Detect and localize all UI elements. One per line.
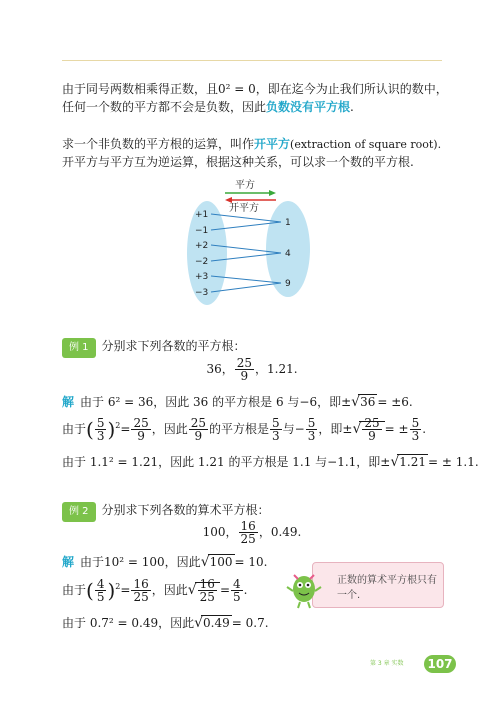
- frac-num: 25: [236, 356, 252, 370]
- num: 16: [133, 577, 149, 591]
- example-2-heading: [62, 501, 270, 522]
- intro-text-2-end: .: [350, 100, 354, 114]
- frac: [189, 417, 208, 442]
- definition-english: (extraction of square root).: [290, 138, 442, 151]
- sqrt-sign: √: [194, 615, 204, 631]
- den: 25: [240, 532, 256, 546]
- solution-text: 由于 6² = 36，因此 36 的平方根是 6 与−6，即±: [80, 395, 352, 409]
- item-1-21: ，1.21.: [255, 362, 298, 376]
- tip-callout: [312, 562, 444, 608]
- top-rule: [62, 60, 442, 61]
- den: 9: [194, 429, 203, 443]
- definition-line-1: [62, 135, 441, 154]
- text: 由于10² = 100，因此: [80, 555, 201, 569]
- sqrt-value: 0.49: [203, 616, 230, 630]
- square-root-mapping-diagram: [185, 175, 325, 305]
- num: 5: [272, 416, 280, 430]
- den: 3: [96, 429, 105, 443]
- text: .: [422, 422, 427, 436]
- text: ，因此: [151, 422, 188, 436]
- chapter-label: 第 3 章 实数: [370, 660, 404, 667]
- eq: =: [120, 583, 131, 597]
- num: 4: [96, 577, 105, 591]
- paren: ): [107, 417, 116, 442]
- example-2-solution-1: [62, 553, 267, 571]
- left-number: +3: [195, 272, 209, 282]
- arrow-root-label: 开平方: [229, 203, 259, 214]
- num: 25: [364, 416, 380, 430]
- sqrt-value: 1.21: [399, 455, 427, 469]
- text: ，即±: [318, 422, 353, 436]
- item-36: 36，: [206, 362, 234, 376]
- den: 5: [96, 590, 105, 604]
- text: = ± 1.1.: [428, 455, 479, 469]
- den: 3: [411, 429, 420, 443]
- text: ，因此: [151, 583, 188, 597]
- exp: 2: [115, 582, 121, 591]
- num: 25: [190, 416, 207, 430]
- paren: (: [86, 417, 94, 442]
- text: 由于 0.7² = 0.49，因此: [62, 616, 195, 630]
- num: 5: [307, 416, 316, 430]
- sqrt-sign: √: [390, 454, 400, 470]
- square-arrow-head: [269, 190, 276, 196]
- text: 由于: [62, 422, 87, 436]
- exp: 2: [115, 421, 121, 430]
- example-1-solution-2: [62, 417, 426, 442]
- frac: [131, 417, 150, 442]
- num: 16: [199, 577, 215, 591]
- sqrt-value: 100: [209, 555, 233, 569]
- solution-tag: 解: [62, 395, 75, 409]
- text: 由于 1.1² = 1.21，因此 1.21 的平方根是 1.1 与−1.1，即±: [62, 455, 391, 469]
- left-number: −1: [195, 226, 209, 236]
- sqrt-sign: √: [351, 394, 361, 410]
- frac: [95, 417, 107, 442]
- example-1-solution-3: [62, 453, 479, 471]
- frac: [306, 417, 318, 442]
- page-number: 107: [424, 655, 456, 673]
- text: 的平方根是: [209, 422, 270, 436]
- example-2-prompt: 分别求下列各数的算术平方根：: [101, 503, 270, 517]
- intro-text-1: 由于同号两数相乘得正数，且0² = 0，即在迄今为止我们所认识的数中，: [62, 82, 448, 96]
- solution-end: = ±6.: [377, 395, 413, 409]
- sqrt-sign: √: [200, 554, 210, 570]
- left-number: +1: [195, 210, 209, 220]
- example-2-solution-3: [62, 614, 269, 632]
- den: 25: [199, 590, 215, 604]
- solution-tag: 解: [62, 555, 75, 569]
- den: 9: [137, 429, 145, 443]
- text: 与−: [282, 422, 305, 436]
- example-1-tag: 例 1: [62, 338, 96, 358]
- sqrt-value: 36: [360, 395, 376, 409]
- frac-den: 9: [240, 369, 249, 383]
- frac: [362, 417, 381, 442]
- sqrt-frac: [359, 416, 384, 443]
- example-2-items: [62, 520, 442, 545]
- frac: [270, 417, 282, 442]
- paren: (: [86, 578, 94, 603]
- intro-text-2: 任何一个数的平方都不会是负数，因此: [62, 100, 267, 114]
- eq: =: [219, 583, 230, 597]
- den: 3: [307, 429, 316, 443]
- example-1-items: [62, 357, 442, 382]
- frac: [410, 417, 422, 442]
- fraction-16-25: [239, 520, 258, 545]
- sqrt-sign: √: [352, 421, 362, 437]
- frac: [95, 578, 107, 603]
- text: 由于: [62, 583, 87, 597]
- text: = 0.7.: [231, 616, 269, 630]
- arrow-square-label: 平方: [235, 180, 255, 191]
- example-1-prompt: 分别求下列各数的平方根：: [101, 339, 246, 353]
- eq: =: [120, 422, 131, 436]
- den: 9: [368, 429, 376, 443]
- definition-line-2: [62, 153, 414, 171]
- example-1-heading: [62, 337, 246, 358]
- frac: [231, 578, 243, 603]
- example-2-tag: 例 2: [62, 502, 96, 522]
- num: 4: [233, 577, 241, 591]
- definition-text-2: 开平方与平方互为逆运算，根据这种关系，可以求一个数的平方根.: [62, 155, 414, 169]
- left-number: −3: [195, 288, 209, 298]
- fraction-25-9: [235, 357, 254, 382]
- item-0-49: ，0.49.: [258, 525, 302, 539]
- sqrt-sign: √: [187, 582, 197, 598]
- intro-line-2: [62, 98, 354, 116]
- intro-line-1: [62, 80, 448, 98]
- highlight-negative-no-root: 负数没有平方根: [266, 100, 351, 114]
- frac: [131, 578, 150, 603]
- example-2-solution-2: [62, 578, 247, 603]
- definition-text: 求一个非负数的平方根的运算，叫作: [62, 137, 255, 151]
- tip-text: 正数的算术平方根只有一个.: [337, 575, 437, 601]
- num: 5: [411, 416, 420, 430]
- den: 3: [272, 429, 280, 443]
- mascot-icon: [284, 565, 324, 609]
- left-number: −2: [195, 257, 209, 267]
- text: = 10.: [234, 555, 268, 569]
- num: 25: [133, 416, 149, 430]
- left-number: +2: [195, 241, 209, 251]
- text: = ±: [384, 422, 409, 436]
- example-1-solution-1: [62, 393, 413, 411]
- frac: [198, 578, 217, 603]
- paren: ): [107, 578, 116, 603]
- item-100: 100，: [202, 525, 238, 539]
- num: 16: [240, 519, 256, 533]
- highlight-extraction: 开平方: [254, 137, 291, 151]
- den: 25: [133, 590, 149, 604]
- den: 5: [233, 590, 241, 604]
- num: 5: [96, 416, 105, 430]
- sqrt-frac: [195, 577, 220, 604]
- right-number: 9: [285, 279, 291, 289]
- right-number: 1: [285, 218, 291, 228]
- text: .: [243, 583, 248, 597]
- right-number: 4: [285, 249, 291, 259]
